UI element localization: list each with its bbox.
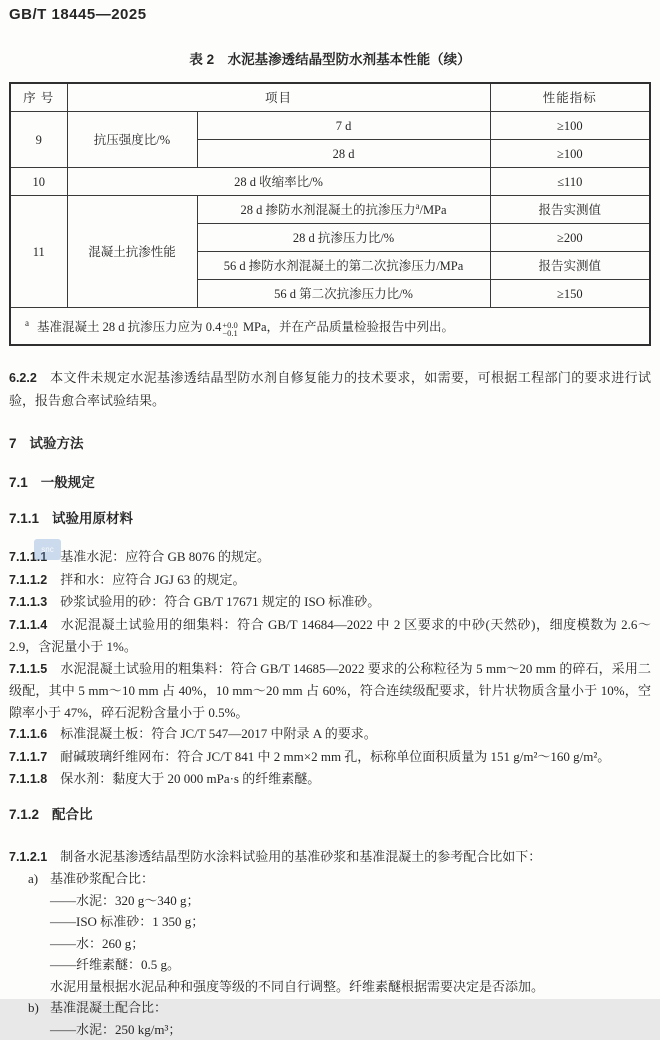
list-label: a)	[28, 868, 50, 890]
section-number: 7.1.1	[9, 511, 39, 526]
clause-6-2-2	[9, 367, 651, 411]
clause-number: 7.1.1.3	[9, 595, 47, 609]
dash-item-cement: ——水泥：320 g～340 g；	[9, 890, 651, 912]
table-row	[10, 112, 650, 140]
section-title: 配合比	[52, 807, 93, 822]
clause-text: 水泥混凝土试验用的细集料：符合 GB/T 14684—2022 中 2 区要求的中砂(天然砂)，细度模数为 2.6～2.9，含泥量小于 1%。	[9, 617, 651, 655]
row9a-subitem: 7 d	[197, 112, 490, 140]
clause-number: 7.1.1.5	[9, 662, 47, 676]
table-footnote-row	[10, 308, 650, 346]
tolerance-upper: +0.0	[222, 321, 237, 329]
clause-7-1-1-3	[9, 591, 651, 614]
row11d-value: ≥150	[490, 280, 650, 308]
clause-number: 7.1.1.6	[9, 727, 47, 741]
row9b-value: ≥100	[490, 140, 650, 168]
row11d-subitem: 56 d 第二次抗渗压力比/%	[197, 280, 490, 308]
col-header-index: 性能指标	[490, 83, 650, 112]
clause-text: 拌和水：应符合 JGJ 63 的规定。	[60, 572, 245, 587]
row10-item: 28 d 收缩率比/%	[67, 168, 490, 196]
clause-text: 耐碱玻璃纤维网布：符合 JC/T 841 中 2 mm×2 mm 孔，标称单位面积质量为 151 g/m²～160 g/m²。	[60, 749, 610, 764]
section-heading-7	[9, 435, 651, 453]
row9-item: 抗压强度比/%	[67, 112, 197, 168]
clause-7-1-1-8	[9, 768, 651, 791]
clause-number: 7.1.1.1	[9, 550, 47, 564]
col-header-item: 项目	[67, 83, 490, 112]
clause-7-1-1-4	[9, 614, 651, 658]
row11a-subitem	[197, 196, 490, 224]
mix-a-note: 水泥用量根据水泥品种和强度等级的不同自行调整。纤维素醚根据需要决定是否添加。	[9, 976, 651, 998]
row9a-value: ≥100	[490, 112, 650, 140]
dash-item-water: ——水：260 g；	[9, 933, 651, 955]
performance-table	[9, 82, 651, 346]
table-footnote	[10, 308, 650, 346]
clause-text: 标准混凝土板：符合 JC/T 547—2017 中附录 A 的要求。	[60, 726, 376, 741]
clauses-7-1-1-group	[9, 546, 651, 791]
table-title: 表 2 水泥基渗透结晶型防水剂基本性能（续）	[9, 51, 651, 69]
clause-text: 本文件未规定水泥基渗透结晶型防水剂自修复能力的技术要求，如需要，可根据工程部门的要求进行试验，报告愈合率试验结果。	[9, 370, 651, 408]
clause-number: 6.2.2	[9, 371, 37, 385]
dash-item-cement-b: ——水泥：250 kg/m³；	[9, 1019, 651, 1040]
clause-7-1-1-7	[9, 746, 651, 769]
list-text: 基准砂浆配合比：	[50, 871, 154, 886]
row11b-subitem: 28 d 抗渗压力比/%	[197, 224, 490, 252]
row11a-unit: /MPa	[419, 203, 446, 217]
clause-text: 基准水泥：应符合 GB 8076 的规定。	[60, 549, 270, 564]
section-title: 一般规定	[41, 475, 95, 490]
clause-number: 7.1.2.1	[9, 850, 47, 864]
footnote-text-post: MPa，并在产品质量检验报告中列出。	[240, 321, 454, 335]
footnote-text-pre: 基准混凝土 28 d 抗渗压力应为 0.4	[37, 321, 221, 335]
row9b-subitem: 28 d	[197, 140, 490, 168]
table-row	[10, 168, 650, 196]
clause-number: 7.1.1.7	[9, 750, 47, 764]
row10-no: 10	[10, 168, 67, 196]
clause-7-1-1-1	[9, 546, 651, 569]
row11a-value: 报告实测值	[490, 196, 650, 224]
row9-no: 9	[10, 112, 67, 168]
clause-7-1-1-5	[9, 658, 651, 724]
section-heading-7-1-1	[9, 510, 651, 528]
list-text: 基准混凝土配合比：	[50, 1000, 167, 1015]
section-number: 7.1	[9, 475, 28, 490]
table-header-row	[10, 83, 650, 112]
row10-value: ≤110	[490, 168, 650, 196]
clause-number: 7.1.1.8	[9, 772, 47, 786]
section-number: 7	[9, 436, 17, 451]
section-heading-7-1	[9, 474, 651, 492]
standard-number: GB/T 18445—2025	[9, 6, 651, 24]
footnote-marker: a	[415, 200, 419, 210]
section-title: 试验用原材料	[52, 511, 133, 526]
tolerance-lower: −0.1	[222, 329, 237, 337]
section-heading-7-1-2	[9, 806, 651, 824]
dash-item-iso-sand: ——ISO 标准砂：1 350 g；	[9, 911, 651, 933]
clause-number: 7.1.1.2	[9, 573, 47, 587]
row11b-value: ≥200	[490, 224, 650, 252]
row11a-text: 28 d 掺防水剂混凝土的抗渗压力	[240, 203, 415, 217]
table-row	[10, 196, 650, 224]
list-item-a	[9, 868, 651, 890]
clause-7-1-1-2	[9, 569, 651, 592]
row11-no: 11	[10, 196, 67, 308]
tolerance-stack	[222, 321, 237, 337]
clause-7-1-1-6	[9, 723, 651, 746]
list-item-b	[9, 997, 651, 1019]
footnote-marker: a	[25, 318, 29, 328]
list-label: b)	[28, 997, 50, 1019]
row11-item: 混凝土抗渗性能	[67, 196, 197, 308]
clause-text: 制备水泥基渗透结晶型防水涂料试验用的基准砂浆和基准混凝土的参考配合比如下：	[60, 849, 541, 864]
dash-item-cellulose-ether: ——纤维素醚：0.5 g。	[9, 954, 651, 976]
section-number: 7.1.2	[9, 807, 39, 822]
clause-text: 保水剂：黏度大于 20 000 mPa·s 的纤维素醚。	[60, 771, 320, 786]
scan-watermark: snc	[34, 539, 61, 560]
row11c-subitem: 56 d 掺防水剂混凝土的第二次抗渗压力/MPa	[197, 252, 490, 280]
col-header-no: 序 号	[10, 83, 67, 112]
row11c-value: 报告实测值	[490, 252, 650, 280]
clause-7-1-2-1	[9, 846, 651, 869]
clause-number: 7.1.1.4	[9, 618, 47, 632]
clause-text: 水泥混凝土试验用的粗集料：符合 GB/T 14685—2022 要求的公称粒径为 5 mm～20 mm 的碎石，采用二级配，其中 5 mm～10 mm 占 40%，10 mm～20 mm 占 60%，符合连续级配要求，针片状物质含量小于 10%，空隙率小于 47%，碎石泥粉含量小于 0.5%。	[9, 661, 651, 720]
clause-text: 砂浆试验用的砂：符合 GB/T 17671 规定的 ISO 标准砂。	[60, 594, 380, 609]
section-title: 试验方法	[30, 436, 84, 451]
